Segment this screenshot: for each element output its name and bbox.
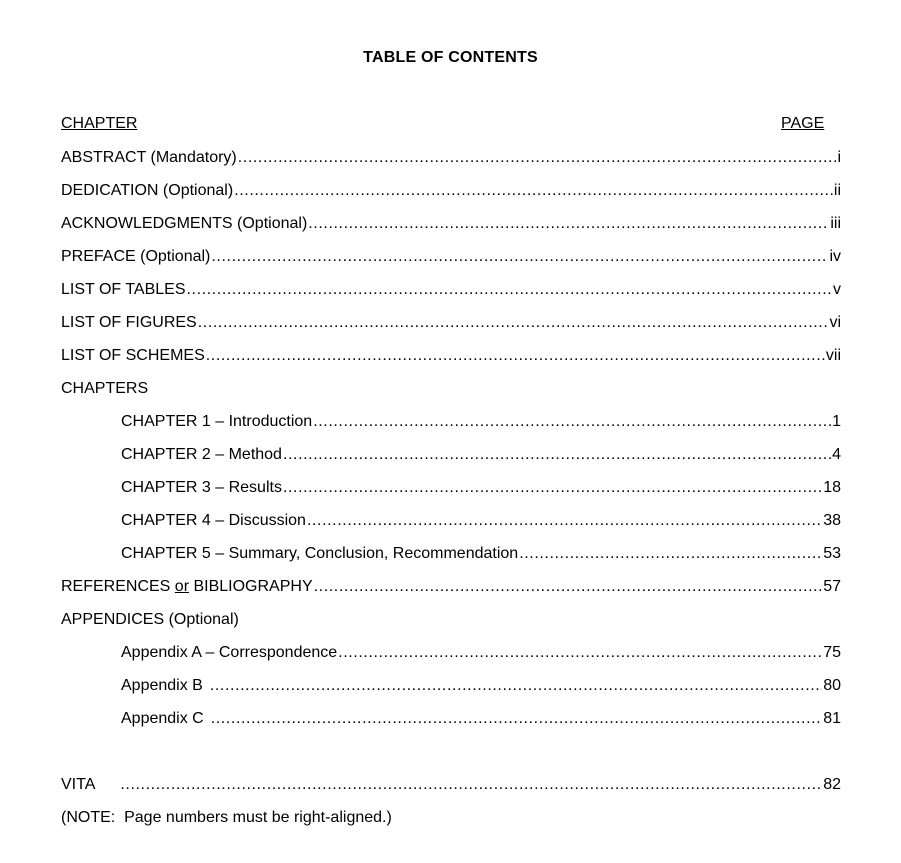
chapters-heading: CHAPTERS: [61, 380, 149, 397]
entry-label: CHAPTER 2 – Method: [121, 446, 282, 463]
or-underlined: or: [174, 578, 190, 595]
appendices-heading: APPENDICES (Optional): [61, 611, 239, 628]
entry-page-number: 82: [823, 776, 841, 793]
toc-entry-list-of-tables: [61, 279, 841, 301]
dot-leader: [206, 345, 825, 367]
toc-entry-appendix-c: [121, 708, 841, 730]
dot-leader: [307, 510, 822, 532]
toc-entry-chapter-5: [121, 543, 841, 565]
dot-leader: [198, 312, 829, 334]
entry-label: PREFACE (Optional): [61, 248, 211, 265]
toc-entry-preface: [61, 246, 841, 268]
dot-leader: [210, 675, 822, 697]
entry-label: CHAPTER 4 – Discussion: [121, 512, 306, 529]
dot-leader: [338, 642, 822, 664]
entry-page-number: vi: [829, 314, 841, 331]
entry-page-number: iii: [830, 215, 841, 232]
toc-entry-appendix-b: [121, 675, 841, 697]
page-column-header: PAGE: [781, 115, 825, 132]
toc-entry-references: [61, 576, 841, 598]
entry-label: CHAPTER 5 – Summary, Conclusion, Recommendation: [121, 545, 519, 562]
entry-label: LIST OF SCHEMES: [61, 347, 205, 364]
toc-entry-acknowledgments: [61, 213, 841, 235]
toc-title: TABLE OF CONTENTS: [363, 49, 538, 66]
entry-page-number: 80: [823, 677, 841, 694]
entry-label: [61, 576, 313, 598]
entry-page-number: 4: [832, 446, 841, 463]
toc-entry-chapter-3: [121, 477, 841, 499]
chapter-column-header: CHAPTER: [61, 115, 138, 132]
dot-leader: [234, 180, 833, 202]
entry-page-number: 53: [823, 545, 841, 562]
toc-entry-chapter-1: [121, 411, 841, 433]
entry-label: DEDICATION (Optional): [61, 182, 234, 199]
entry-page-number: 81: [823, 710, 841, 727]
entry-page-number: ii: [833, 182, 841, 199]
toc-entry-appendix-a: [121, 642, 841, 664]
dot-leader: [211, 708, 822, 730]
dot-leader: [313, 411, 831, 433]
entry-label: LIST OF TABLES: [61, 281, 186, 298]
entry-label: ACKNOWLEDGMENTS (Optional): [61, 215, 308, 232]
dot-leader: [308, 213, 829, 235]
entry-page-number: 18: [823, 479, 841, 496]
entry-label: CHAPTER 3 – Results: [121, 479, 282, 496]
dot-leader: [283, 477, 822, 499]
references-text: REFERENCES: [61, 578, 175, 595]
toc-entry-vita: [61, 774, 841, 796]
toc-entry-chapter-4: [121, 510, 841, 532]
entry-label: LIST OF FIGURES: [61, 314, 197, 331]
dot-leader: [120, 774, 822, 796]
entry-label: VITA: [61, 776, 96, 793]
entry-page-number: 57: [823, 578, 841, 595]
dot-leader: [187, 279, 833, 301]
toc-entry-list-of-schemes: [61, 345, 841, 367]
entry-label: ABSTRACT (Mandatory): [61, 149, 237, 166]
toc-entry-dedication: [61, 180, 841, 202]
bibliography-text: BIBLIOGRAPHY: [189, 578, 313, 595]
entry-label: Appendix B: [121, 677, 203, 694]
entry-label: Appendix A – Correspondence: [121, 644, 338, 661]
dot-leader: [519, 543, 822, 565]
entry-page-number: iv: [829, 248, 841, 265]
toc-entry-chapter-2: [121, 444, 841, 466]
dot-leader: [314, 576, 823, 598]
entry-label: CHAPTER 1 – Introduction: [121, 413, 313, 430]
dot-leader: [211, 246, 828, 268]
entry-page-number: 1: [832, 413, 841, 430]
dot-leader: [238, 147, 837, 169]
toc-entry-abstract: [61, 147, 841, 169]
entry-page-number: i: [837, 149, 841, 166]
toc-entry-list-of-figures: [61, 312, 841, 334]
entry-page-number: 75: [823, 644, 841, 661]
entry-page-number: 38: [823, 512, 841, 529]
entry-page-number: v: [833, 281, 841, 298]
note-text: (NOTE: Page numbers must be right-aligned.): [61, 809, 392, 826]
dot-leader: [283, 444, 831, 466]
entry-page-number: vii: [825, 347, 841, 364]
entry-label: Appendix C: [121, 710, 204, 727]
